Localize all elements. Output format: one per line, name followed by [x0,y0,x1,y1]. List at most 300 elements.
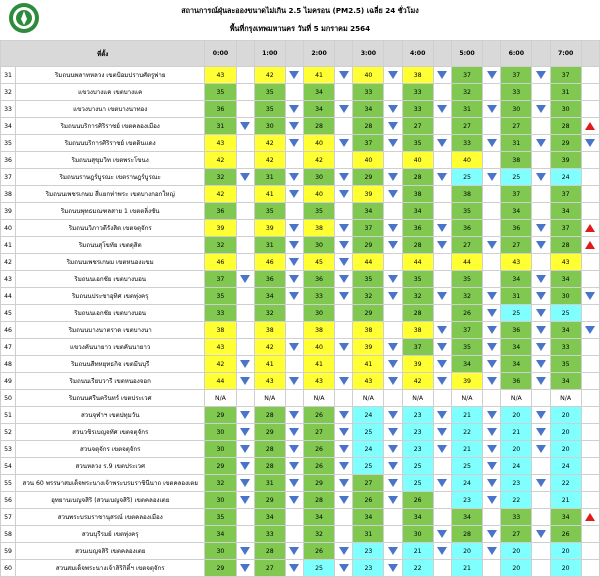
pm25-value-cell: 26 [451,305,482,322]
pm25-value-cell: 34 [353,101,384,118]
pm25-value-cell: 37 [451,322,482,339]
pm25-value-cell: 34 [501,339,532,356]
trend-cell [285,305,303,322]
trend-cell [433,118,451,135]
row-number: 57 [1,509,16,526]
trend-cell [285,543,303,560]
down-arrow-icon [388,292,398,300]
pm25-value-cell: 39 [402,356,433,373]
pm25-value-cell: 43 [353,373,384,390]
pm25-value-cell: 35 [303,203,334,220]
trend-cell [335,152,353,169]
down-arrow-icon [487,343,497,351]
pm25-value-cell: 29 [550,135,581,152]
trend-cell [384,220,402,237]
trend-cell [433,152,451,169]
station-name: ริมถนนราษฎร์บูรณะ เขตราษฎร์บูรณะ [16,169,205,186]
pm25-value-cell: 25 [402,458,433,475]
arrow-header [285,41,303,67]
trend-cell [236,84,254,101]
pm25-value-cell: 34 [402,203,433,220]
table-row [1,152,600,169]
pm25-value-cell: 25 [451,169,482,186]
station-name: ริมถนนสุขุมวิท เขตพระโขนง [16,152,205,169]
station-name: สวนหลวง ร.9 เขตประเวศ [16,458,205,475]
down-arrow-icon [339,105,349,113]
pm25-value-cell: 31 [501,135,532,152]
station-name: ริมถนนสุโขทัย เขตดุสิต [16,237,205,254]
station-name: สวนจุฬาฯ เขตปทุมวัน [16,407,205,424]
trend-cell [433,441,451,458]
trend-cell [285,509,303,526]
trend-cell [335,475,353,492]
down-arrow-icon [437,547,447,555]
trend-cell [236,492,254,509]
trend-cell [236,560,254,577]
station-name: ริมถนนเอกชัย เขตบางบอน [16,305,205,322]
pm25-value-cell: 35 [451,203,482,220]
down-arrow-icon [339,428,349,436]
trend-cell [483,254,501,271]
trend-cell [335,339,353,356]
down-arrow-icon [339,224,349,232]
table-row [1,322,600,339]
pm25-value-cell: 39 [353,339,384,356]
pm25-value-cell: 24 [353,441,384,458]
pm25-value-cell: 29 [254,424,285,441]
trend-cell [483,169,501,186]
pm25-value-cell: 23 [501,475,532,492]
down-arrow-icon [536,71,546,79]
pm25-value-cell: 33 [303,288,334,305]
table-row [1,509,600,526]
up-arrow-icon [585,224,595,232]
pm25-value-cell: 29 [205,407,236,424]
down-arrow-icon [487,105,497,113]
down-arrow-icon [487,139,497,147]
trend-cell [236,220,254,237]
down-arrow-icon [487,71,497,79]
pm25-value-cell: N/A [451,390,482,407]
trend-cell [581,203,599,220]
trend-cell [532,475,550,492]
trend-cell [433,543,451,560]
trend-cell [285,475,303,492]
pm25-value-cell: 27 [303,424,334,441]
down-arrow-icon [289,224,299,232]
trend-cell [236,407,254,424]
trend-cell [532,543,550,560]
pm25-value-cell: 33 [205,305,236,322]
pm25-value-cell: 28 [402,305,433,322]
trend-cell [532,203,550,220]
trend-cell [384,118,402,135]
time-header-2: 2:00 [303,41,334,67]
arrow-header [483,41,501,67]
pm25-value-cell: 33 [402,101,433,118]
pm25-value-cell: 34 [550,271,581,288]
pm25-value-cell: 34 [451,356,482,373]
trend-cell [335,118,353,135]
down-arrow-icon [437,445,447,453]
trend-cell [433,237,451,254]
trend-cell [285,560,303,577]
trend-cell [532,271,550,288]
trend-cell [581,288,599,305]
pm25-value-cell: 40 [303,186,334,203]
trend-cell [236,475,254,492]
pm25-value-cell: 38 [501,152,532,169]
pm25-value-cell: 38 [205,322,236,339]
station-name: สวนพระบรมราชานุสรณ์ เขตคลองเมือง [16,509,205,526]
pm25-value-cell: 43 [254,373,285,390]
pm25-value-cell: 28 [254,543,285,560]
trend-cell [384,186,402,203]
trend-cell [581,254,599,271]
report-header [0,0,600,40]
pm25-table [0,40,600,577]
down-arrow-icon [388,224,398,232]
pm25-value-cell: 30 [303,305,334,322]
pm25-value-cell: 20 [550,441,581,458]
trend-cell [483,288,501,305]
pm25-value-cell: 38 [254,322,285,339]
trend-cell [384,356,402,373]
pm25-value-cell: 36 [205,203,236,220]
trend-cell [335,373,353,390]
pm25-value-cell: 24 [550,169,581,186]
pm25-value-cell: 27 [402,118,433,135]
row-number: 35 [1,135,16,152]
down-arrow-icon [487,428,497,436]
location-header: ที่ตั้ง [1,41,205,67]
down-arrow-icon [240,445,250,453]
trend-cell [532,407,550,424]
trend-cell [285,492,303,509]
trend-cell [532,169,550,186]
pm25-value-cell: 32 [402,288,433,305]
down-arrow-icon [339,173,349,181]
pm25-value-cell: 24 [353,407,384,424]
station-name: แขวงบางนา เขตบางนาทอง [16,101,205,118]
down-arrow-icon [437,411,447,419]
pm25-value-cell: 42 [205,152,236,169]
trend-cell [335,169,353,186]
trend-cell [236,254,254,271]
down-arrow-icon [289,411,299,419]
trend-cell [384,169,402,186]
pm25-value-cell: 41 [254,356,285,373]
trend-cell [483,67,501,84]
trend-cell [433,305,451,322]
pm25-value-cell: 40 [303,135,334,152]
trend-cell [384,101,402,118]
pm25-value-cell: 28 [254,458,285,475]
station-name: ริมถนนวิภาวดีรังสิต เขตจตุจักร [16,220,205,237]
down-arrow-icon [240,411,250,419]
trend-cell [236,271,254,288]
table-row [1,526,600,543]
pm25-value-cell: 21 [451,560,482,577]
arrow-header [236,41,254,67]
table-row [1,237,600,254]
trend-cell [433,288,451,305]
pm25-value-cell: 38 [451,186,482,203]
trend-cell [483,84,501,101]
row-number: 45 [1,305,16,322]
trend-cell [581,407,599,424]
table-row [1,390,600,407]
pm25-value-cell: 36 [451,220,482,237]
time-header-7: 7:00 [550,41,581,67]
trend-cell [532,220,550,237]
trend-cell [384,492,402,509]
pm25-value-cell: 20 [501,441,532,458]
trend-cell [335,390,353,407]
trend-cell [285,526,303,543]
trend-cell [581,390,599,407]
pm25-value-cell: 38 [353,322,384,339]
pm25-value-cell: 25 [402,475,433,492]
pm25-value-cell: 20 [550,543,581,560]
pm25-value-cell: 46 [205,254,236,271]
pm25-value-cell: 35 [402,135,433,152]
pm25-value-cell: 20 [451,543,482,560]
trend-cell [335,543,353,560]
down-arrow-icon [437,139,447,147]
trend-cell [384,526,402,543]
trend-cell [384,271,402,288]
pm25-value-cell: 20 [501,560,532,577]
pm25-value-cell: 20 [550,424,581,441]
pm25-value-cell: 32 [205,169,236,186]
row-number: 38 [1,186,16,203]
down-arrow-icon [289,428,299,436]
trend-cell [483,237,501,254]
down-arrow-icon [240,360,250,368]
pm25-value-cell: 23 [353,560,384,577]
pm25-value-cell: 25 [451,458,482,475]
trend-cell [581,237,599,254]
down-arrow-icon [536,428,546,436]
trend-cell [581,305,599,322]
station-name: สวนเบญจสิริ เขตคลองเตย [16,543,205,560]
pm25-value-cell: 30 [402,526,433,543]
row-number: 59 [1,543,16,560]
trend-cell [483,543,501,560]
station-name: อุทยานเบญจสิริ (สวนเบญจสิริ) เขตคลองเตย [16,492,205,509]
station-name: สวน 60 พรรษาสมเด็จพระนางเจ้าพระบรมราชินีนาถ เขตคลองเตย [16,475,205,492]
pm25-value-cell: 45 [303,254,334,271]
trend-cell [236,543,254,560]
pm25-value-cell: 40 [353,152,384,169]
pm25-value-cell: 43 [303,373,334,390]
pm25-value-cell: 43 [550,254,581,271]
down-arrow-icon [536,292,546,300]
station-name: สวนสมเด็จพระนางเจ้าสิริกิติ์ฯ เขตจตุจักร [16,560,205,577]
pm25-value-cell: 34 [451,509,482,526]
down-arrow-icon [487,326,497,334]
down-arrow-icon [289,122,299,130]
table-header-row [1,41,600,67]
down-arrow-icon [388,139,398,147]
pm25-value-cell: 28 [451,526,482,543]
down-arrow-icon [536,377,546,385]
trend-cell [483,509,501,526]
pm25-value-cell: 43 [501,254,532,271]
pm25-value-cell: 44 [205,373,236,390]
pm25-value-cell: 39 [550,152,581,169]
down-arrow-icon [536,224,546,232]
trend-cell [581,118,599,135]
row-number: 37 [1,169,16,186]
trend-cell [285,220,303,237]
trend-cell [236,305,254,322]
trend-cell [581,509,599,526]
trend-cell [581,356,599,373]
pm25-value-cell: 35 [205,84,236,101]
pm25-value-cell: 36 [501,322,532,339]
pm25-value-cell: 37 [353,135,384,152]
time-header-4: 4:00 [402,41,433,67]
trend-cell [483,220,501,237]
station-name: ริมถนนสีทหยุทธกิจ เขตมีนบุรี [16,356,205,373]
trend-cell [236,67,254,84]
down-arrow-icon [289,139,299,147]
trend-cell [285,118,303,135]
trend-cell [483,203,501,220]
pm25-value-cell: 33 [501,84,532,101]
down-arrow-icon [339,241,349,249]
pm25-value-cell: 25 [303,560,334,577]
down-arrow-icon [339,258,349,266]
pm25-value-cell: 38 [402,322,433,339]
trend-cell [581,475,599,492]
trend-cell [532,305,550,322]
trend-cell [433,254,451,271]
pm25-value-cell: 36 [402,220,433,237]
trend-cell [384,135,402,152]
down-arrow-icon [388,343,398,351]
trend-cell [384,407,402,424]
pm25-value-cell: 32 [205,475,236,492]
trend-cell [483,407,501,424]
table-row [1,288,600,305]
down-arrow-icon [536,360,546,368]
down-arrow-icon [536,326,546,334]
pm25-value-cell: 36 [501,220,532,237]
row-number: 54 [1,458,16,475]
pm25-value-cell: N/A [303,390,334,407]
down-arrow-icon [240,122,250,130]
pm25-value-cell: 20 [550,407,581,424]
pm25-value-cell: 28 [254,407,285,424]
down-arrow-icon [388,71,398,79]
pm25-value-cell: 30 [205,543,236,560]
trend-cell [581,424,599,441]
trend-cell [236,373,254,390]
pm25-value-cell: 46 [254,254,285,271]
trend-cell [532,118,550,135]
pm25-value-cell: 34 [550,373,581,390]
down-arrow-icon [240,275,250,283]
trend-cell [581,492,599,509]
row-number: 51 [1,407,16,424]
table-row [1,305,600,322]
down-arrow-icon [437,343,447,351]
trend-cell [581,271,599,288]
trend-cell [581,101,599,118]
pm25-value-cell: 34 [550,509,581,526]
trend-cell [483,152,501,169]
pm25-value-cell: 42 [254,339,285,356]
row-number: 49 [1,373,16,390]
trend-cell [335,492,353,509]
trend-cell [285,254,303,271]
down-arrow-icon [388,445,398,453]
trend-cell [335,322,353,339]
pm25-value-cell: 22 [550,475,581,492]
pm25-value-cell: 28 [303,118,334,135]
down-arrow-icon [339,377,349,385]
table-row [1,339,600,356]
pm25-value-cell: 23 [402,407,433,424]
trend-cell [433,67,451,84]
trend-cell [483,118,501,135]
table-row [1,220,600,237]
pm25-value-cell: 27 [501,237,532,254]
down-arrow-icon [388,547,398,555]
trend-cell [335,509,353,526]
down-arrow-icon [437,71,447,79]
down-arrow-icon [240,173,250,181]
trend-cell [532,458,550,475]
trend-cell [483,390,501,407]
pm25-value-cell: 30 [501,101,532,118]
down-arrow-icon [339,343,349,351]
pm25-value-cell: 37 [205,271,236,288]
trend-cell [236,118,254,135]
pm25-value-cell: 41 [303,356,334,373]
down-arrow-icon [240,462,250,470]
trend-cell [285,390,303,407]
down-arrow-icon [339,462,349,470]
row-number: 52 [1,424,16,441]
down-arrow-icon [585,292,595,300]
down-arrow-icon [240,479,250,487]
pm25-value-cell: 40 [353,67,384,84]
trend-cell [236,390,254,407]
pm25-value-cell: 24 [501,458,532,475]
pm25-value-cell: 30 [205,424,236,441]
trend-cell [384,203,402,220]
trend-cell [532,135,550,152]
down-arrow-icon [289,377,299,385]
row-number: 46 [1,322,16,339]
table-row [1,84,600,101]
down-arrow-icon [487,411,497,419]
pm25-value-cell: 33 [402,84,433,101]
down-arrow-icon [437,224,447,232]
pm25-value-cell: 28 [402,237,433,254]
station-name: ริมถนนเพชรเกษม เขตหนองแขม [16,254,205,271]
pm25-value-cell: 34 [254,288,285,305]
down-arrow-icon [289,292,299,300]
trend-cell [236,203,254,220]
table-row [1,356,600,373]
trend-cell [483,458,501,475]
down-arrow-icon [289,564,299,572]
